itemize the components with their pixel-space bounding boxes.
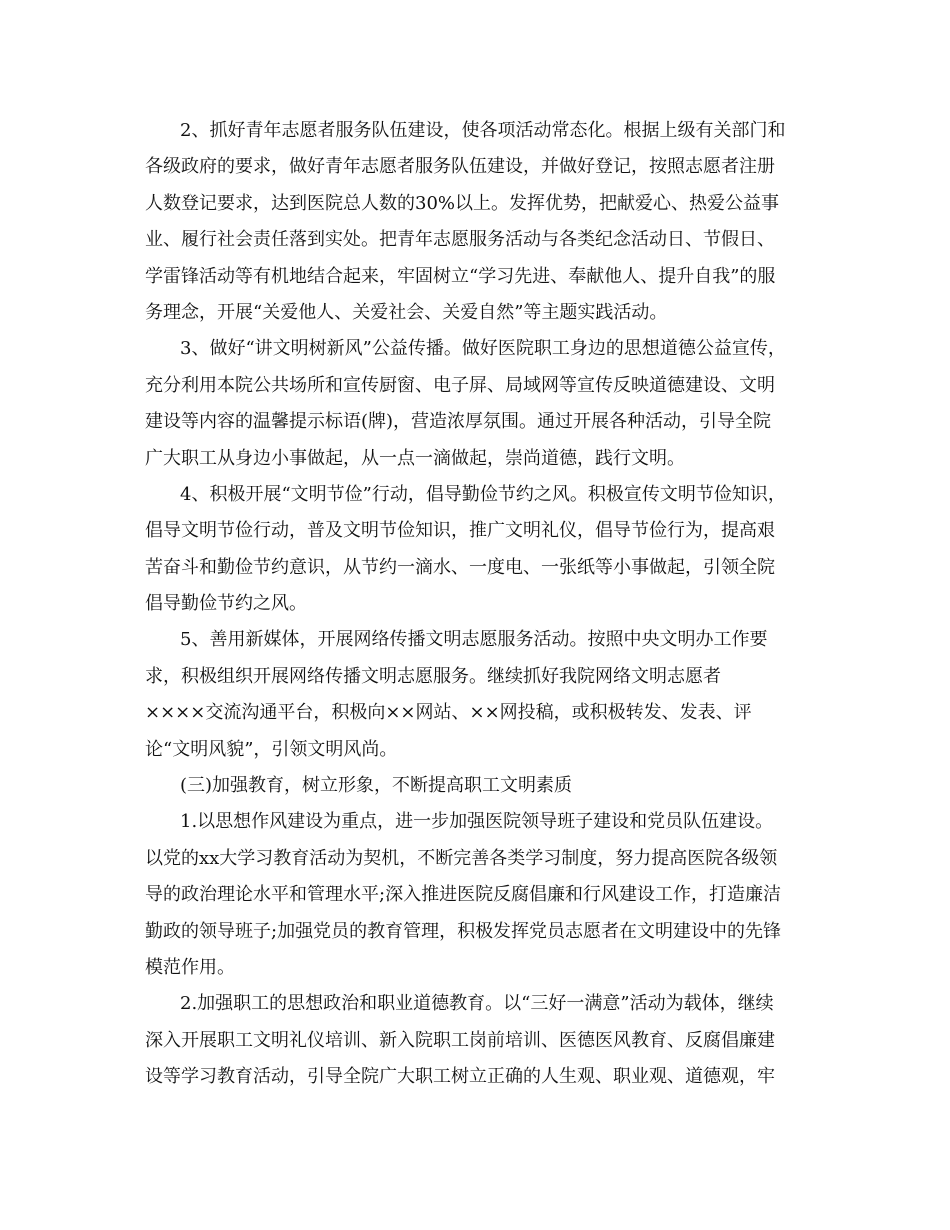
text-line: 求，积极组织开展网络传播文明志愿服务。继续抓好我院网络文明志愿者 <box>145 665 721 687</box>
text-line: 人数登记要求，达到医院总人数的30%以上。发挥优势，把献爱心、热爱公益事 <box>145 192 780 214</box>
text-line: 2、抓好青年志愿者服务队伍建设，使各项活动常态化。根据上级有关部门和 <box>180 120 786 141</box>
text-line: 务理念，开展“关爱他人、关爱社会、关爱自然”等主题实践活动。 <box>145 301 668 323</box>
text-line: 学雷锋活动等有机地结合起来，牢固树立“学习先进、奉献他人、提升自我”的服 <box>145 265 776 287</box>
text-line: 论“文明风貌”，引领文明风尚。 <box>145 738 398 760</box>
text-line: ××××交流沟通平台，积极向××网站、××网投稿，或积极转发、发表、评 <box>145 702 752 724</box>
text-line: 导的政治理论水平和管理水平;深入推进医院反腐倡廉和行风建设工作，打造廉洁 <box>145 884 782 906</box>
text-line: 各级政府的要求，做好青年志愿者服务队伍建设，并做好登记，按照志愿者注册 <box>145 156 775 178</box>
text-line: 充分利用本院公共场所和宣传厨窗、电子屏、局域网等宣传反映道德建设、文明 <box>145 374 775 396</box>
text-line: 1.以思想作风建设为重点，进一步加强医院领导班子建设和党员队伍建设。 <box>180 811 774 833</box>
text-line: 业、履行社会责任落到实处。把青年志愿服务活动与各类纪念活动日、节假日、 <box>145 229 775 251</box>
text-line: 2.加强职工的思想政治和职业道德教育。以“三好一满意”活动为载体，继续 <box>180 993 774 1015</box>
text-line: 倡导文明节俭行动，普及文明节俭知识，推广文明礼仪，倡导节俭行为，提高艰 <box>145 520 775 542</box>
text-line: 5、善用新媒体，开展网络传播文明志愿服务活动。按照中央文明办工作要 <box>180 629 768 651</box>
text-line: 4、积极开展“文明节俭”行动，倡导勤俭节约之风。积极宣传文明节俭知识， <box>180 483 786 505</box>
text-line: (三)加强教育，树立形象，不断提高职工文明素质 <box>180 775 573 797</box>
text-line: 模范作用。 <box>145 956 235 978</box>
text-line: 勤政的领导班子;加强党员的教育管理，积极发挥党员志愿者在文明建设中的先锋 <box>145 920 782 942</box>
text-line: 广大职工从身边小事做起，从一点一滴做起，崇尚道德，践行文明。 <box>145 447 685 469</box>
text-line: 深入开展职工文明礼仪培训、新入院职工岗前培训、医德医风教育、反腐倡廉建 <box>145 1029 775 1051</box>
text-line: 建设等内容的温馨提示标语(牌)，营造浓厚氛围。通过开展各种活动，引导全院 <box>145 411 772 433</box>
text-line: 倡导勤俭节约之风。 <box>145 593 307 615</box>
text-line: 以党的xx大学习教育活动为契机，不断完善各类学习制度，努力提高医院各级领 <box>145 847 778 869</box>
document-body <box>145 113 810 1096</box>
text-line: 设等学习教育活动，引导全院广大职工树立正确的人生观、职业观、道德观，牢 <box>145 1066 775 1088</box>
text-line: 苦奋斗和勤俭节约意识，从节约一滴水、一度电、一张纸等小事做起，引领全院 <box>145 556 775 578</box>
text-line: 3、做好“讲文明树新风”公益传播。做好医院职工身边的思想道德公益宣传， <box>180 338 786 360</box>
